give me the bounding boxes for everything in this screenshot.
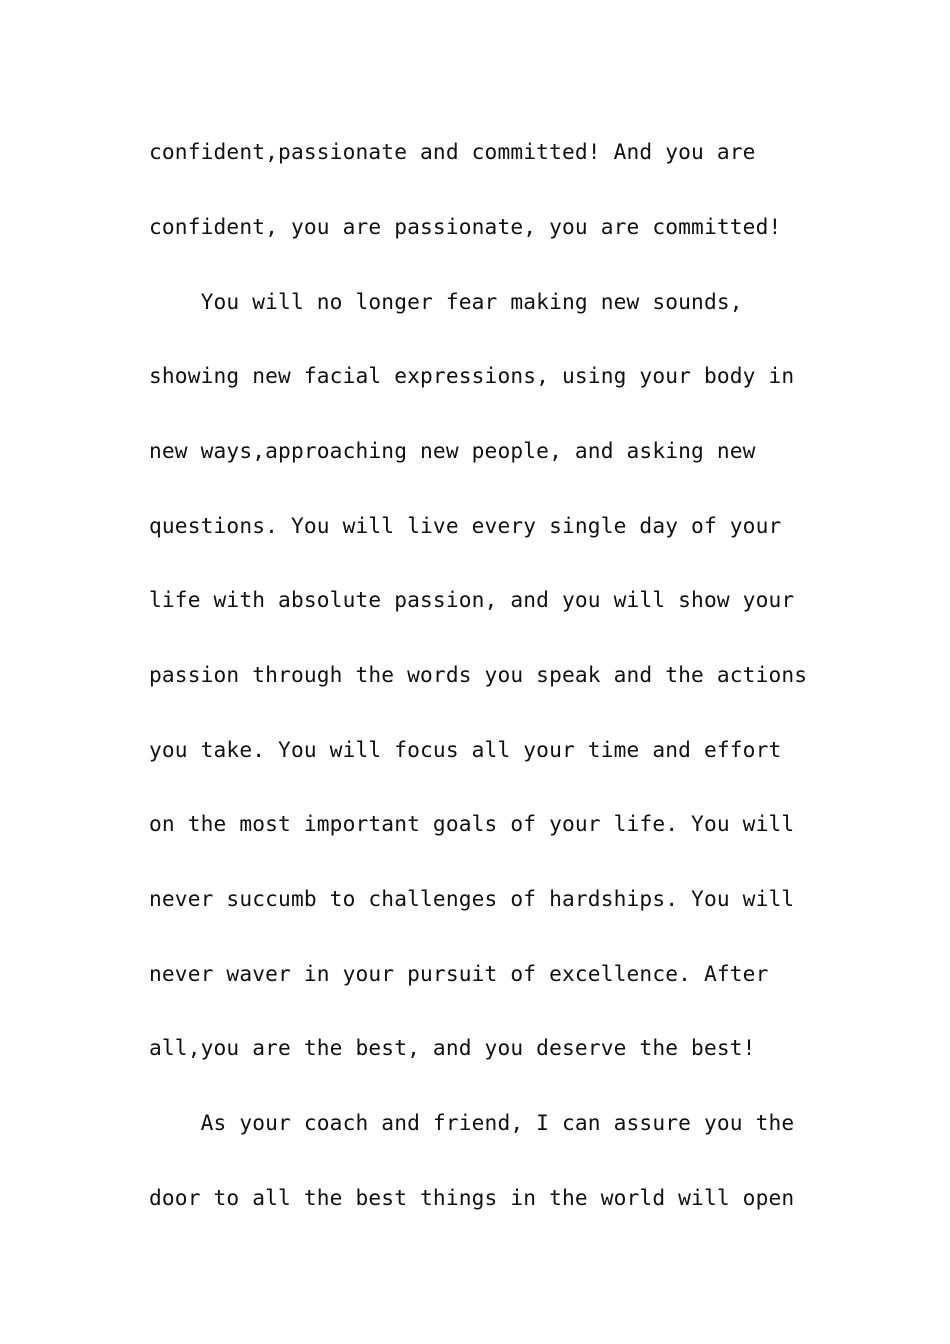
text-line: confident, you are passionate, you are committed! bbox=[149, 214, 782, 239]
text-line: showing new facial expressions, using your body in bbox=[149, 363, 795, 388]
paragraph-start-line: You will no longer fear making new sounds, bbox=[149, 289, 743, 314]
text-line: life with absolute passion, and you will show your bbox=[149, 587, 795, 612]
text-line: questions. You will live every single day of your bbox=[149, 513, 782, 538]
text-line: on the most important goals of your life. You will bbox=[149, 811, 795, 836]
text-line: confident,passionate and committed! And you are bbox=[149, 139, 756, 164]
text-line: all,you are the best, and you deserve the best! bbox=[149, 1035, 756, 1060]
text-line: never waver in your pursuit of excellence. After bbox=[149, 961, 769, 986]
text-line: door to all the best things in the world will open bbox=[149, 1185, 795, 1210]
text-line: new ways,approaching new people, and asking new bbox=[149, 438, 756, 463]
text-line: passion through the words you speak and the actions bbox=[149, 662, 808, 687]
text-line: never succumb to challenges of hardships. You will bbox=[149, 886, 795, 911]
paragraph-start-line: As your coach and friend, I can assure you the bbox=[149, 1110, 795, 1135]
text-line: you take. You will focus all your time and effort bbox=[149, 737, 782, 762]
